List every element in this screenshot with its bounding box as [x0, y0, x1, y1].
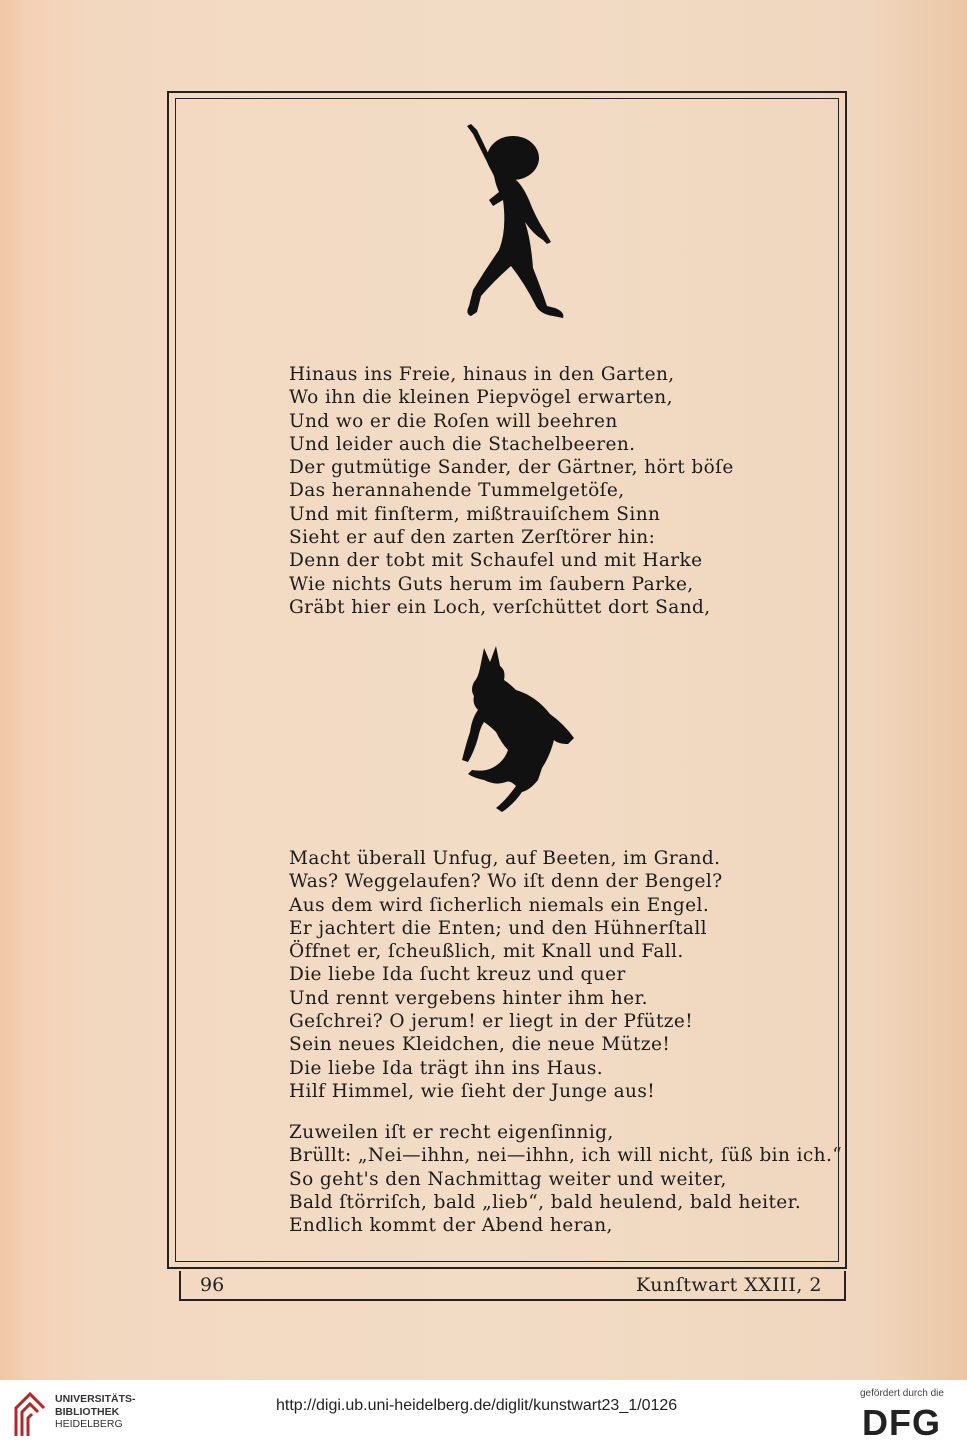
poem-line: Und wo er die Roſen will beehren	[289, 410, 618, 432]
poem-line: Und mit finſterm, mißtrauiſchem Sinn	[289, 503, 661, 525]
poem-line: Endlich kommt der Abend heran,	[289, 1215, 613, 1237]
poem-line: Was? Weggelaufen? Wo iſt denn der Bengel?	[289, 871, 723, 893]
source-url-link[interactable]: http://digi.ub.uni-heidelberg.de/diglit/kunstwart23_1/0126	[276, 1397, 678, 1414]
running-head: Kunſtwart XXIII, 2	[635, 1274, 822, 1296]
university-library-logo-icon[interactable]	[12, 1390, 48, 1440]
poem-line: Das herannahende Tummelgetöſe,	[289, 480, 625, 502]
university-library-name	[55, 1393, 136, 1431]
poem-line: Er jachtert die Enten; und den Hühnerſtall	[289, 917, 707, 939]
library-name-line: HEIDELBERG	[55, 1418, 123, 1430]
funded-by-label: gefördert durch die	[860, 1388, 944, 1399]
poem-line: Hinaus ins Freie, hinaus in den Garten,	[289, 364, 675, 385]
poem-line: Zuweilen iſt er recht eigenſinnig,	[289, 1122, 614, 1143]
poem-line: Wo ihn die kleinen Piepvögel erwarten,	[289, 387, 673, 409]
poem-line: Macht überall Unfug, auf Beeten, im Grand.	[289, 848, 721, 869]
poem-line: Gräbt hier ein Loch, verſchüttet dort Sand,	[289, 596, 711, 618]
library-name-line: BIBLIOTHEK	[55, 1405, 120, 1418]
poem-line: Die liebe Ida trägt ihn ins Haus.	[289, 1057, 604, 1079]
poem-line: Bald ſtörriſch, bald „lieb“, bald heulend, bald heiter.	[289, 1191, 802, 1213]
poem-line: Wie nichts Guts herum im ſaubern Parke,	[289, 573, 694, 595]
goat-silhouette-illustration	[450, 640, 580, 820]
poem-line: Sein neues Kleidchen, die neue Mütze!	[289, 1034, 671, 1056]
dfg-logo[interactable]: DFG	[862, 1402, 941, 1443]
boy-silhouette-illustration	[455, 120, 575, 330]
poem-line: Und leider auch die Stachelbeeren.	[289, 433, 636, 455]
poem-line: Geſchrei? O jerum! er liegt in der Pfütze!	[289, 1011, 694, 1033]
poem-line: Hilf Himmel, wie ſieht der Junge aus!	[289, 1080, 656, 1102]
page-number: 96	[200, 1274, 225, 1296]
viewer-footer-bar	[0, 1380, 967, 1451]
poem-stanza-3	[289, 1121, 842, 1237]
poem-stanza-1	[289, 363, 734, 619]
library-name-line: UNIVERSITÄTS-	[55, 1393, 136, 1405]
poem-line: Brüllt: „Nei—ihhn, nei—ihhn, ich will nicht, ſüß bin ich.“	[289, 1145, 843, 1167]
poem-stanza-2	[289, 847, 723, 1103]
poem-line: Die liebe Ida ſucht kreuz und quer	[289, 964, 626, 986]
poem-line: Aus dem wird ſicherlich niemals ein Engel.	[289, 894, 710, 916]
poem-line: Sieht er auf den zarten Zerſtörer hin:	[289, 527, 656, 549]
poem-line: Öffnet er, ſcheußlich, mit Knall und Fall.	[289, 941, 684, 963]
poem-line: Der gutmütige Sander, der Gärtner, hört böſe	[289, 457, 734, 479]
poem-line: Denn der tobt mit Schaufel und mit Harke	[289, 550, 703, 572]
poem-line: Und rennt vergebens hinter ihm her.	[289, 987, 648, 1009]
poem-line: So geht's den Nachmittag weiter und weiter,	[289, 1168, 727, 1190]
